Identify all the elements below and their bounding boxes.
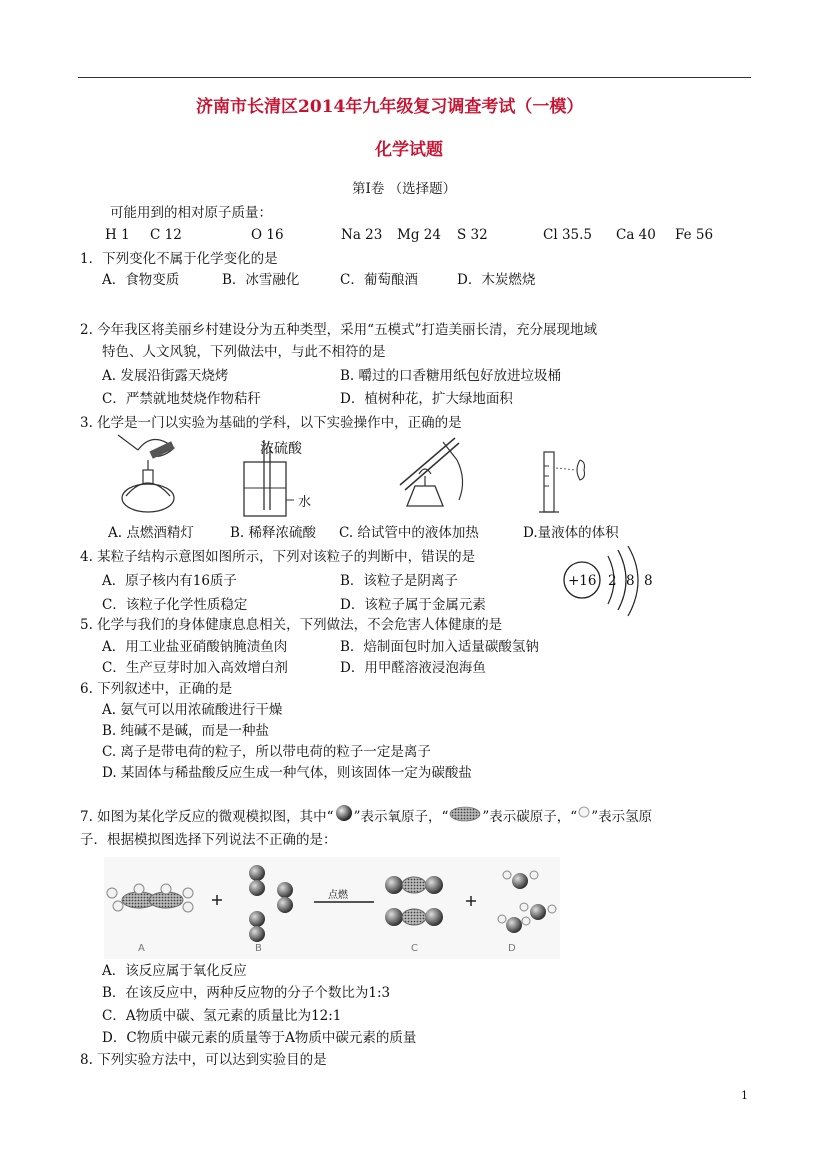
q3-stem: 3. 化学是一门以实验为基础的学科，以下实验操作中，正确的是 [80, 415, 462, 431]
q7-stem-part: ”表示氧原子，“ [353, 809, 449, 825]
q6-option: B. 纯碱不是碱，而是一种盐 [102, 723, 270, 739]
section-heading: 第Ⅰ卷 （选择题） [352, 181, 457, 197]
q7-option: D．C物质中碳元素的质量等于A物质中碳元素的质量 [102, 1030, 417, 1046]
q1-option: D．木炭燃烧 [457, 272, 536, 288]
ignite-label: 点燃 [328, 890, 348, 901]
q4-stem: 4. 某粒子结构示意图如图所示，下列对该粒子的判断中，错误的是 [80, 549, 476, 565]
molecule-b [249, 865, 293, 942]
q5-option: C．生产豆芽时加入高效增白剂 [102, 660, 288, 676]
q4-option: B．该粒子是阴离子 [340, 573, 458, 589]
atomic-mass-intro: 可能用到的相对原子质量： [110, 205, 272, 221]
exam-subtitle: 化学试题 [375, 140, 443, 160]
q3-option: B. 稀释浓硫酸 [230, 525, 317, 541]
q7-option: B．在该反应中，两种反应物的分子个数比为1:3 [102, 985, 391, 1001]
atomic-mass-item: S 32 [457, 227, 488, 243]
q7-stem-part: ”表示碳原子，“ [482, 809, 578, 825]
q5-stem: 5. 化学与我们的身体健康息息相关，下列做法，不会危害人体健康的是 [80, 617, 503, 633]
q1-stem: 1．下列变化不属于化学变化的是 [80, 251, 278, 267]
atomic-mass-item: Ca 40 [616, 227, 656, 243]
q7-option: A．该反应属于氧化反应 [102, 963, 247, 979]
q7-stem-line2: 子．根据模拟图选择下列说法不正确的是： [80, 832, 337, 848]
molecule-d [498, 871, 556, 933]
q2-stem-cont: 特色、人文风貌，下列做法中，与此不相符的是 [102, 344, 386, 360]
nucleus-charge: +16 [568, 573, 597, 589]
fig-label: C [411, 943, 418, 954]
shell-electrons: 8 [644, 573, 653, 589]
atomic-mass-item: H 1 [105, 227, 130, 243]
shell-electrons: 8 [626, 573, 635, 589]
q3-option: D.量液体的体积 [523, 525, 619, 541]
atomic-mass-item: Na 23 [341, 227, 383, 243]
atomic-mass-item: Mg 24 [397, 227, 441, 243]
atomic-mass-item: O 16 [251, 227, 284, 243]
q2-option: C．严禁就地焚烧作物秸秆 [102, 391, 261, 407]
q1-option: A．食物变质 [102, 272, 180, 288]
q7-stem-line1 [80, 805, 652, 825]
header-rule [78, 77, 751, 78]
q6-option: A. 氨气可以用浓硫酸进行干燥 [102, 702, 283, 718]
fig-label: A [138, 943, 145, 954]
acid-label: 浓硫酸 [260, 441, 302, 457]
q2-option: D．植树种花，扩大绿地面积 [340, 391, 513, 407]
q1-option: B．冰雪融化 [222, 272, 300, 288]
q2-stem: 2. 今年我区将美丽乡村建设分为五种类型，采用“五模式”打造美丽长清，充分展现地域 [80, 322, 597, 338]
atomic-mass-item: Fe 56 [675, 227, 714, 243]
fig-label: D [508, 943, 516, 954]
q4-option: D．该粒子属于金属元素 [340, 597, 486, 613]
q3-option: A. 点燃酒精灯 [108, 525, 194, 541]
hydrogen-atom-icon [577, 805, 591, 823]
fig-label: B [255, 943, 262, 954]
shell-electrons: 2 [608, 573, 617, 589]
reaction-figure [104, 857, 560, 959]
q7-option: C．A物质中碳、氢元素的质量比为12:1 [102, 1008, 342, 1024]
oxygen-atom-icon [334, 805, 354, 823]
heating-tube-figure [385, 430, 480, 520]
q7-stem-part: 7. 如图为某化学反应的微观模拟图，其中“ [80, 809, 334, 825]
page-number: 1 [741, 1089, 748, 1102]
q6-option: C. 离子是带电荷的粒子，所以带电荷的粒子一定是离子 [102, 744, 431, 760]
q6-stem: 6. 下列叙述中，正确的是 [80, 681, 233, 697]
q8-stem: 8. 下列实验方法中，可以达到实验目的是 [80, 1052, 327, 1068]
atomic-mass-item: C 12 [150, 227, 182, 243]
q4-option: A．原子核内有16质子 [102, 573, 237, 589]
atom-structure-diagram [560, 544, 680, 624]
exam-title: 济南市长清区2014年九年级复习调查考试（一模） [196, 97, 584, 117]
q7-stem-part: ”表示氢原 [591, 809, 653, 825]
q1-option: C．葡萄酿酒 [340, 272, 418, 288]
water-label: 水 [298, 495, 312, 510]
alcohol-lamp-figure [108, 430, 188, 520]
q6-option: D. 某固体与稀盐酸反应生成一种气体，则该固体一定为碳酸盐 [102, 765, 472, 781]
q3-option: C. 给试管中的液体加热 [339, 525, 479, 541]
q4-option: C．该粒子化学性质稳定 [102, 597, 248, 613]
molecule-c [385, 876, 443, 926]
atomic-mass-item: Cl 35.5 [543, 227, 592, 243]
q2-option: A. 发展沿街露天烧烤 [102, 368, 229, 384]
q5-option: D．用甲醛溶液浸泡海鱼 [340, 660, 486, 676]
molecule-a [107, 884, 193, 912]
q5-option: A．用工业盐亚硝酸钠腌渍鱼肉 [102, 639, 288, 655]
cylinder-figure [536, 446, 596, 516]
carbon-atom-icon [448, 805, 482, 823]
q5-option: B．焙制面包时加入适量碳酸氢钠 [340, 639, 539, 655]
q2-option: B. 嚼过的口香糖用纸包好放进垃圾桶 [340, 368, 562, 384]
